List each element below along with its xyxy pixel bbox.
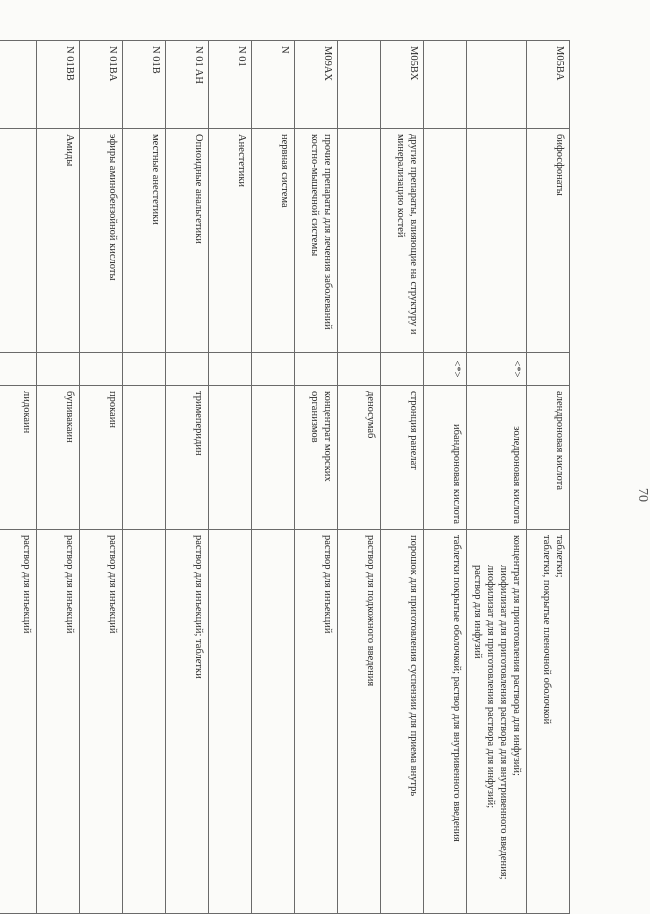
dosage-form-line: лиофилизат для приготовления раствора для внутривенного введения; bbox=[497, 565, 509, 880]
atc-code-cell: M09AX bbox=[295, 41, 338, 129]
note-marker-cell: <*> bbox=[424, 353, 467, 386]
table-row bbox=[338, 41, 381, 914]
table-row bbox=[166, 41, 209, 914]
note-marker-cell bbox=[252, 353, 295, 386]
dosage-forms-cell bbox=[123, 530, 166, 914]
note-marker-cell bbox=[37, 353, 80, 386]
table-row bbox=[527, 41, 570, 914]
group-name-cell bbox=[338, 129, 381, 353]
drug-name-cell: стронция ранелат bbox=[381, 386, 424, 530]
dosage-forms-cell bbox=[252, 530, 295, 914]
drug-name-cell: бупивакаин bbox=[37, 386, 80, 530]
atc-code-cell bbox=[338, 41, 381, 129]
atc-code-cell: N 01BA bbox=[80, 41, 123, 129]
note-marker-cell: <*> bbox=[467, 353, 527, 386]
group-name-cell: эфиры аминобензойной кислоты bbox=[80, 129, 123, 353]
table-row bbox=[381, 41, 424, 914]
table-body bbox=[0, 41, 570, 914]
dosage-form-line: раствор для инъекций bbox=[21, 535, 33, 634]
dosage-forms-cell bbox=[338, 530, 381, 914]
drug-name-cell bbox=[209, 386, 252, 530]
dosage-forms-cell bbox=[166, 530, 209, 914]
drug-name-cell: тримеперидин bbox=[166, 386, 209, 530]
dosage-form-line: раствор для инъекций bbox=[322, 535, 334, 634]
atc-code-cell: N 01B bbox=[123, 41, 166, 129]
group-name-cell: Опиоидные анальгетики bbox=[166, 129, 209, 353]
dosage-form-line: концентрат для приготовления раствора для инфузий; bbox=[511, 535, 522, 776]
atc-code-cell: N 01 AH bbox=[166, 41, 209, 129]
medication-table bbox=[0, 40, 570, 914]
group-name-cell: местные анестетики bbox=[123, 129, 166, 353]
dosage-forms-cell bbox=[467, 530, 527, 914]
atc-code-cell bbox=[424, 41, 467, 129]
note-marker-cell bbox=[209, 353, 252, 386]
atc-code-cell: M05BA bbox=[527, 41, 570, 129]
dosage-forms-cell bbox=[424, 530, 467, 914]
table-row bbox=[295, 41, 338, 914]
table-row bbox=[252, 41, 295, 914]
dosage-form-line: таблетки, покрытые пленочной оболочкой bbox=[540, 535, 552, 725]
note-marker-cell bbox=[123, 353, 166, 386]
group-name-cell: бифосфонаты bbox=[527, 129, 570, 353]
table-row bbox=[80, 41, 123, 914]
dosage-forms-cell bbox=[0, 530, 37, 914]
group-name-cell: Амиды bbox=[37, 129, 80, 353]
dosage-form-line: раствор для подкожного введения bbox=[365, 535, 377, 687]
page-number: 70 bbox=[635, 488, 650, 502]
group-name-cell bbox=[424, 129, 467, 353]
table-row bbox=[123, 41, 166, 914]
note-marker-cell bbox=[80, 353, 123, 386]
note-marker-cell bbox=[295, 353, 338, 386]
dosage-forms-cell bbox=[295, 530, 338, 914]
atc-code-cell bbox=[0, 41, 37, 129]
table-row bbox=[467, 41, 527, 914]
document-page bbox=[21, 40, 650, 880]
atc-code-cell bbox=[467, 41, 527, 129]
note-marker-cell bbox=[381, 353, 424, 386]
group-name-cell: Анестетики bbox=[209, 129, 252, 353]
rotated-content bbox=[21, 40, 570, 880]
table-row bbox=[37, 41, 80, 914]
dosage-form-line: таблетки; bbox=[554, 535, 565, 578]
table-row bbox=[424, 41, 467, 914]
note-marker-cell bbox=[166, 353, 209, 386]
drug-name-cell: золедроновая кислота bbox=[467, 386, 527, 530]
drug-name-cell: ибандроновая кислота bbox=[424, 386, 467, 530]
dosage-forms-cell bbox=[527, 530, 570, 914]
atc-code-cell: N 01BB bbox=[37, 41, 80, 129]
drug-name-cell bbox=[252, 386, 295, 530]
group-name-cell bbox=[467, 129, 527, 353]
table-row bbox=[209, 41, 252, 914]
drug-name-cell: алендроновая кислота bbox=[527, 386, 570, 530]
drug-name-cell bbox=[123, 386, 166, 530]
dosage-forms-cell bbox=[381, 530, 424, 914]
dosage-form-line: раствор для инъекций; таблетки bbox=[193, 535, 205, 679]
dosage-form-line: таблетки покрытые оболочкой; раствор для внутривенного введения bbox=[451, 535, 463, 842]
drug-name-cell: концентрат морских организмов bbox=[295, 386, 338, 530]
atc-code-cell: M05BX bbox=[381, 41, 424, 129]
drug-name-cell: прокаин bbox=[80, 386, 123, 530]
dosage-form-line: раствор для инъекций bbox=[107, 535, 119, 634]
dosage-form-line: раствор для инфузий bbox=[471, 565, 483, 659]
group-name-cell: другие препараты, влияющие на структуру и минерализацию костей bbox=[381, 129, 424, 353]
atc-code-cell: N bbox=[252, 41, 295, 129]
note-marker-cell bbox=[527, 353, 570, 386]
group-name-cell: прочие препараты для лечения заболеваний костно-мышечной системы bbox=[295, 129, 338, 353]
dosage-forms-cell bbox=[209, 530, 252, 914]
dosage-form-line: лиофилизат для приготовления раствора для инфузий; bbox=[484, 565, 496, 809]
table-row bbox=[0, 41, 37, 914]
dosage-forms-cell bbox=[80, 530, 123, 914]
drug-name-cell: деносумаб bbox=[338, 386, 381, 530]
drug-name-cell: лидокаин bbox=[0, 386, 37, 530]
group-name-cell bbox=[0, 129, 37, 353]
atc-code-cell: N 01 bbox=[209, 41, 252, 129]
group-name-cell: нервная система bbox=[252, 129, 295, 353]
dosage-forms-cell bbox=[37, 530, 80, 914]
note-marker-cell bbox=[0, 353, 37, 386]
dosage-form-line: порошок для приготовления суспензии для приема внутрь bbox=[408, 535, 420, 797]
dosage-form-line: раствор для инъекций bbox=[64, 535, 76, 634]
note-marker-cell bbox=[338, 353, 381, 386]
